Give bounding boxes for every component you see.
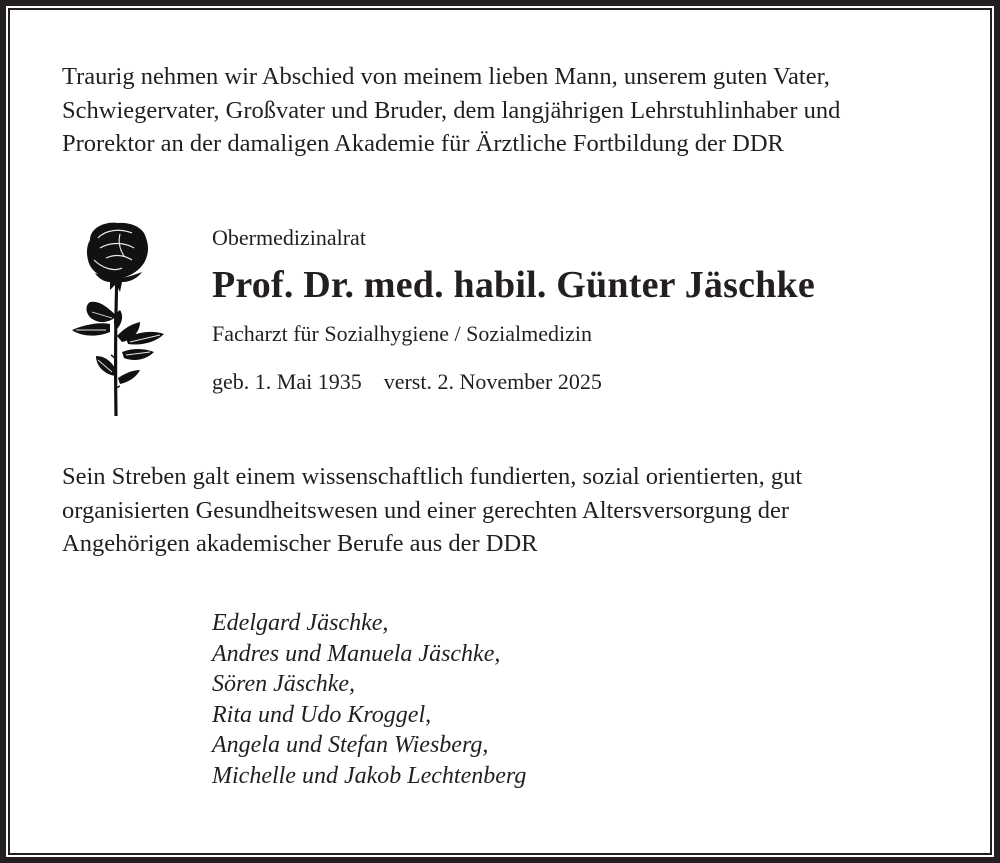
deceased-specialty: Facharzt für Sozialhygiene / Sozialmedizin [212, 321, 592, 346]
obituary-notice [8, 8, 992, 855]
life-dates [212, 368, 815, 396]
mourner-entry: Edelgard Jäschke, [212, 610, 389, 636]
mourner-entry: Andres und Manuela Jäschke, [212, 640, 501, 667]
deceased-details [212, 224, 815, 396]
obituary-frame-gap [6, 6, 994, 857]
tribute-line: Angehörigen akademischer Berufe aus der DDR [62, 530, 538, 557]
death-date: verst. 2. November 2025 [383, 369, 602, 394]
mourners-list [212, 608, 526, 791]
tribute-line: Sein Streben galt einem wissenschaftlich fundierten, sozial orientierten, gut [62, 463, 803, 490]
birth-date: geb. 1. Mai 1935 [212, 369, 362, 394]
rose-icon [60, 218, 170, 418]
tribute-paragraph [62, 460, 962, 561]
mourner-entry: Rita und Udo Kroggel, [212, 701, 432, 728]
intro-line: Traurig nehmen wir Abschied von meinem lieben Mann, unserem guten Vater, [62, 63, 830, 90]
honorific-title: Obermedizinalrat [212, 225, 366, 250]
mourner-entry: Angela und Stefan Wiesberg, [212, 732, 489, 758]
deceased-name: Prof. Dr. med. habil. Günter Jäschke [212, 264, 815, 306]
mourner-entry: Michelle und Jakob Lechtenberg [212, 762, 527, 789]
mourner-entry: Sören Jäschke, [212, 671, 356, 697]
tribute-line: organisierten Gesundheitswesen und einer gerechten Altersversorgung der [62, 496, 790, 524]
intro-paragraph [62, 60, 962, 161]
intro-line: Prorektor an der damaligen Akademie für Ärztliche Fortbildung der DDR [62, 130, 784, 157]
intro-line: Schwiegervater, Großvater und Bruder, dem langjährigen Lehrstuhlinhaber und [62, 96, 841, 124]
